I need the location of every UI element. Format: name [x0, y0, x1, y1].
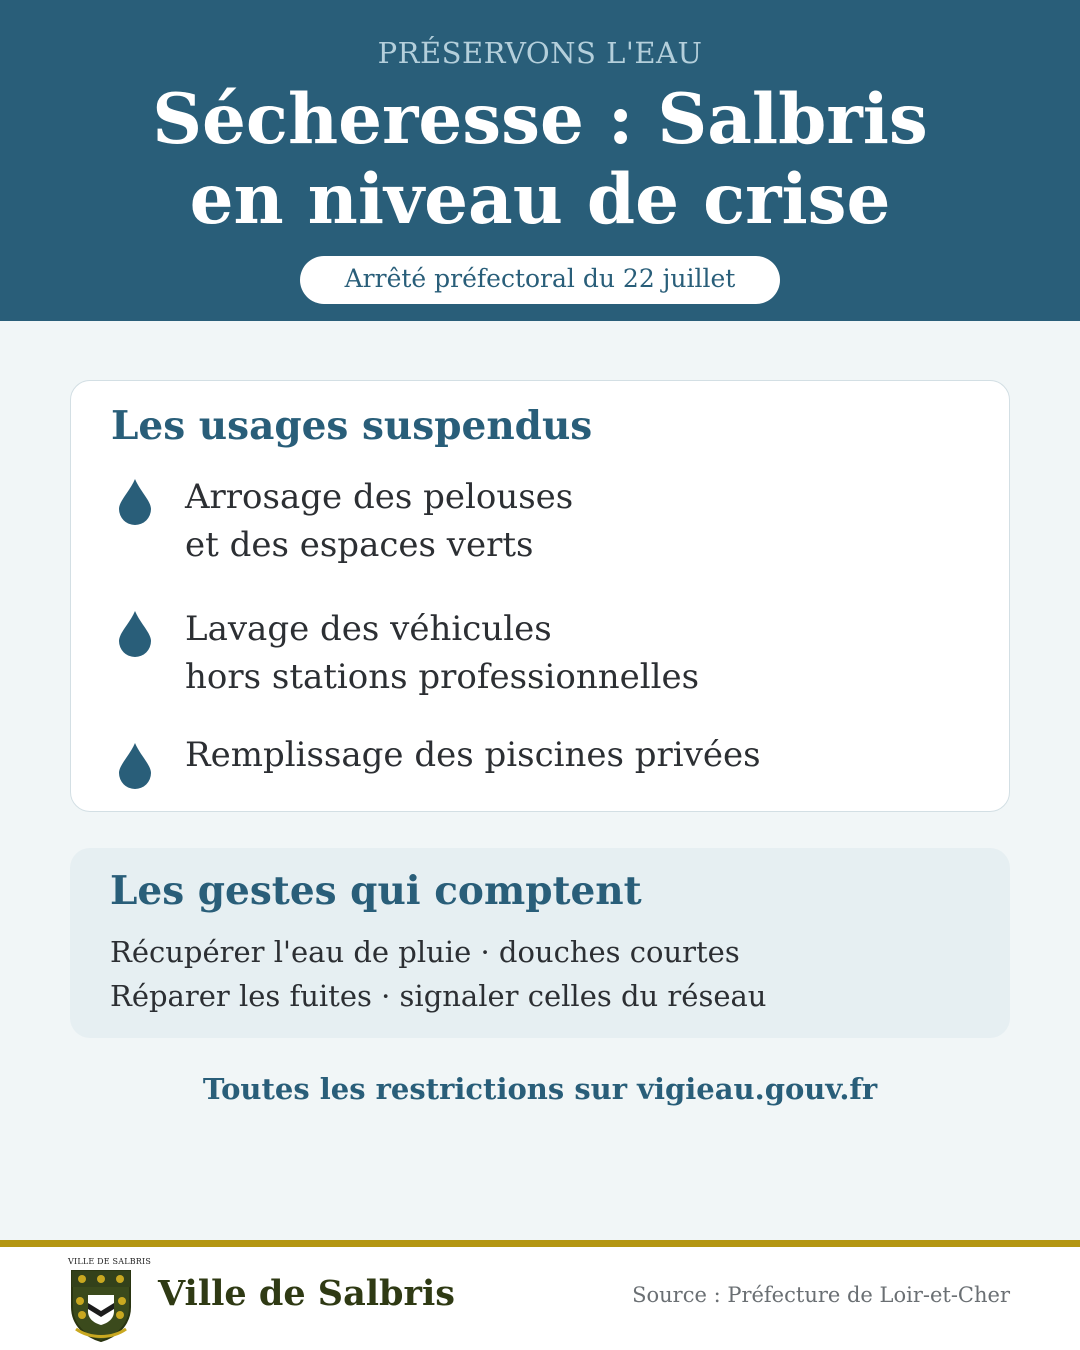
water-drop-icon	[117, 477, 153, 525]
gestures-title: Les gestes qui comptent	[110, 868, 642, 914]
footer	[0, 1247, 1080, 1350]
suspended-uses-card	[70, 380, 1010, 812]
suspended-item-text	[185, 473, 573, 569]
water-drop-icon	[117, 609, 153, 657]
shield-icon	[70, 1269, 132, 1343]
gesture-line: Récupérer l'eau de pluie · douches courtes	[110, 935, 740, 969]
suspended-item-line: hors stations professionnelles	[185, 657, 700, 697]
water-drop-icon	[117, 741, 153, 789]
suspended-item-line: Lavage des véhicules	[185, 609, 552, 649]
gestures-card	[70, 848, 1010, 1038]
suspended-item-text	[185, 605, 699, 701]
suspended-item-text	[185, 731, 761, 779]
restrictions-link[interactable]: Toutes les restrictions sur vigieau.gouv.fr	[202, 1072, 878, 1106]
gesture-line: Réparer les fuites · signaler celles du réseau	[110, 979, 767, 1013]
decree-pill: Arrêté préfectoral du 22 juillet	[300, 256, 780, 304]
header-banner	[0, 0, 1080, 321]
suspended-uses-title: Les usages suspendus	[111, 403, 593, 449]
town-crest-logo	[68, 1257, 152, 1337]
crest-label: VILLE DE SALBRIS	[68, 1257, 152, 1266]
footer-divider	[0, 1240, 1080, 1247]
page-title	[0, 80, 1080, 240]
kicker: PRÉSERVONS L'EAU	[377, 36, 703, 70]
town-name: Ville de Salbris	[158, 1273, 455, 1314]
suspended-item-line: Remplissage des piscines privées	[185, 735, 761, 775]
suspended-item-line: Arrosage des pelouses	[185, 477, 574, 517]
suspended-item-line: et des espaces verts	[185, 525, 534, 565]
title-line-1: Sécheresse : Salbris	[152, 79, 928, 160]
source-credit: Source : Préfecture de Loir-et-Cher	[632, 1283, 1010, 1307]
title-line-2: en niveau de crise	[189, 159, 891, 240]
